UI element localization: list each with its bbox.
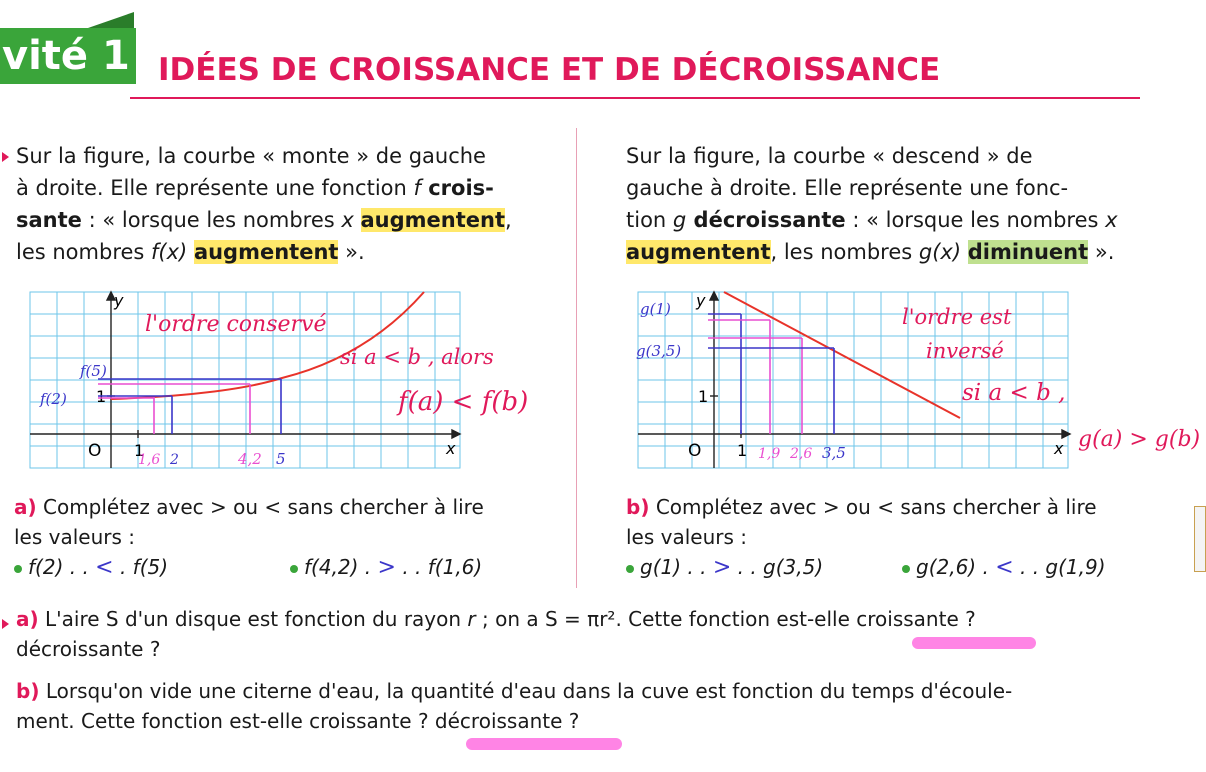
hw-f5: f(5) [80, 362, 107, 380]
page-title: IDÉES DE CROISSANCE ET DE DÉCROISSANCE [158, 52, 941, 88]
bullet-dot [14, 565, 22, 573]
right-line-4: augmentent, les nombres g(x) diminuent ». [626, 240, 1115, 264]
hw-f2: f(2) [40, 390, 67, 408]
hw-g1: g(1) [640, 300, 671, 318]
exercise-2a: a) L'aire S d'un disque est fonction du rayon r ; on a S = πr². Cette fonction est-elle croissante ? décroissante ? [16, 607, 976, 661]
item-a-1: f(2) . . < . f(5) [14, 552, 168, 583]
question-b: b) Complétez avec > ou < sans chercher à lire les valeurs : g(1) . . > . . g(3,5) g(2,6) . < . . g(1,9) [626, 492, 1186, 582]
title-rule [130, 97, 1140, 99]
hw-g35: g(3,5) [636, 342, 682, 360]
handwritten-construction [98, 379, 281, 434]
bullet-dot [902, 565, 910, 573]
item-b-1: g(1) . . > . . g(3,5) [626, 552, 823, 583]
left-line-2: à droite. Elle représente une fonction f crois- [16, 176, 494, 200]
y-axis-label: y [114, 291, 124, 310]
hw-x-5: 5 [276, 450, 286, 468]
handwritten-construction [708, 314, 834, 434]
x-axis-label: x [1054, 439, 1064, 458]
hw-title: l'ordre conservé [145, 312, 327, 337]
highlight-decroissante [466, 738, 622, 750]
activity-banner: vité 1 [0, 28, 136, 84]
right-paragraph [626, 140, 1186, 268]
question-a: a) Complétez avec > ou < sans chercher à lire les valeurs : f(2) . . < . f(5) f(4,2) . > . . f(1,6) [14, 492, 574, 582]
bullet-marker [2, 619, 9, 629]
hw-x-2: 2 [170, 452, 179, 468]
label-b: b) [626, 495, 650, 519]
right-line-2: gauche à droite. Elle représente une fonc- [626, 176, 1069, 200]
bullet-dot [290, 565, 298, 573]
left-line-4: les nombres f(x) augmentent ». [16, 240, 365, 264]
y-tick-1: 1 [698, 387, 709, 406]
hw-x-1-6: 1,6 [138, 452, 161, 468]
banner-fold [88, 12, 134, 28]
item-b-2: g(2,6) . < . . g(1,9) [902, 552, 1106, 583]
left-line-1: Sur la figure, la courbe « monte » de gauche [16, 144, 486, 168]
label-a: a) [14, 495, 37, 519]
origin-label: O [88, 441, 102, 461]
hw-x-2-6: 2,6 [790, 446, 813, 462]
left-line-3: sante : « lorsque les nombres x augmentent, [16, 208, 512, 232]
hw-title-1: l'ordre est [902, 305, 1012, 329]
x-tick-1: 1 [737, 441, 748, 460]
y-tick-1: 1 [96, 387, 107, 406]
x-axis-label: x [446, 439, 456, 458]
exercise-2b: b) Lorsqu'on vide une citerne d'eau, la quantité d'eau dans la cuve est fonction du temps d'écoule- ment. Cette fonction est-elle croissante ? décroissante ? [16, 679, 1013, 733]
hw-x-1-9: 1,9 [758, 446, 781, 462]
hw-title-2: inversé [926, 339, 1004, 363]
hw-result: f(a) < f(b) [398, 387, 529, 417]
column-divider [576, 128, 577, 588]
right-line-1: Sur la figure, la courbe « descend » de [626, 144, 1033, 168]
highlight-croissante [912, 637, 1036, 649]
increasing-function-graph [20, 284, 576, 474]
hw-x-4-2: 4,2 [238, 450, 262, 468]
bullet-marker [2, 152, 9, 162]
origin-label: O [688, 441, 702, 461]
decreasing-function-graph [630, 284, 1206, 474]
y-axis-label: y [696, 291, 706, 310]
item-a-2: f(4,2) . > . . f(1,6) [290, 552, 482, 583]
hw-result: g(a) > g(b) [1078, 427, 1201, 452]
right-line-3: tion g décroissante : « lorsque les nombres x [626, 208, 1118, 232]
hw-condition: si a < b , alors [340, 345, 494, 369]
scrollbar[interactable] [1194, 506, 1206, 572]
x-tick-1: 1 [134, 441, 145, 460]
hw-x-3-5: 3,5 [822, 444, 846, 462]
bullet-dot [626, 565, 634, 573]
left-paragraph [16, 140, 571, 268]
hw-condition: si a < b , [962, 380, 1066, 406]
header [0, 0, 1206, 100]
